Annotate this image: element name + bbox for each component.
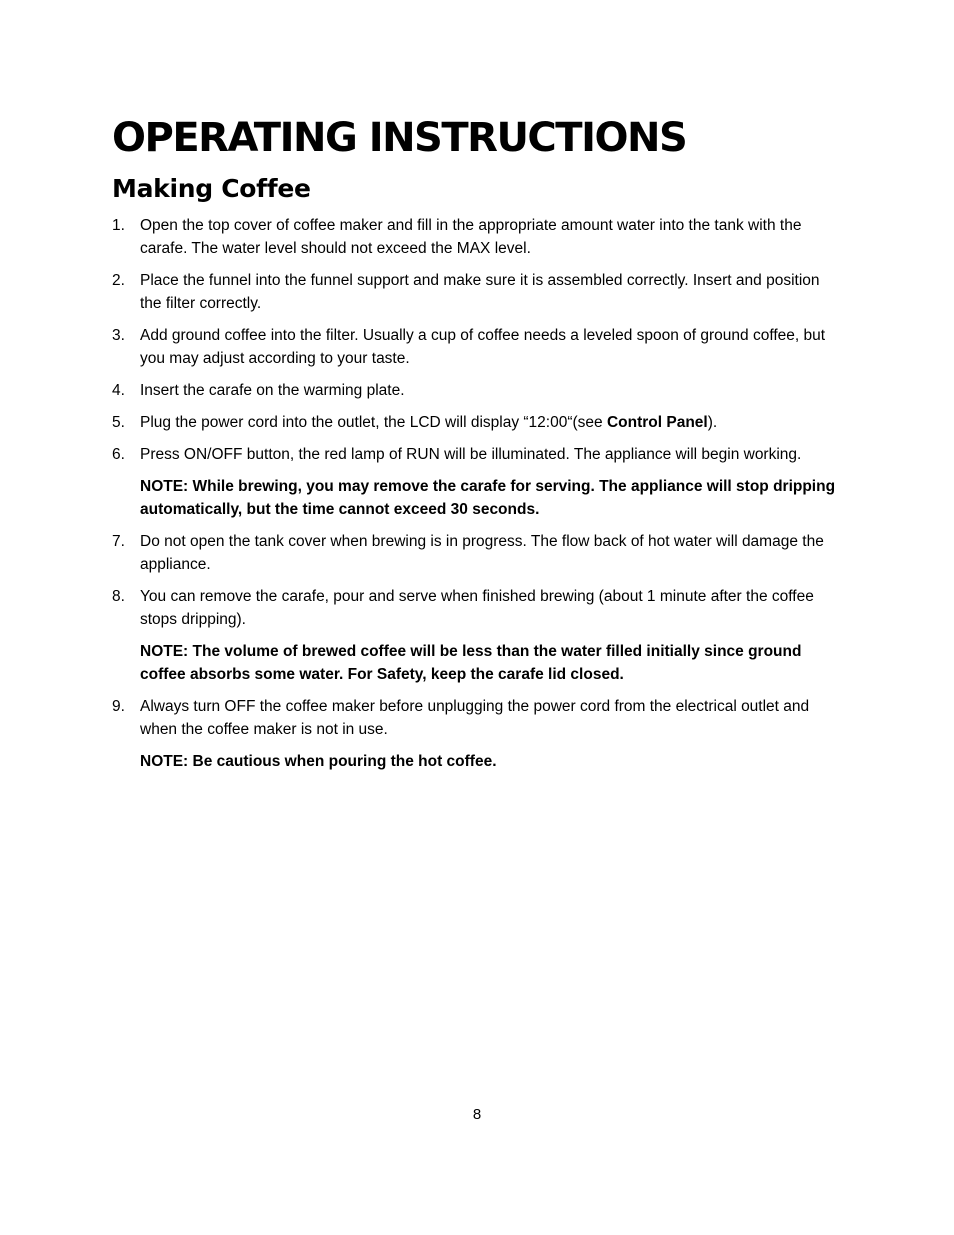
step-text-after: ). bbox=[707, 414, 718, 431]
instruction-step-3 bbox=[112, 324, 842, 370]
step-note: NOTE: The volume of brewed coffee will be less than the water filled initially since ground coffee absorbs some water. For Safety, keep the carafe lid closed. bbox=[140, 643, 802, 683]
step-number: 7. bbox=[112, 533, 125, 550]
step-note: NOTE: While brewing, you may remove the carafe for serving. The appliance will stop dripping automatically, but the time cannot exceed 30 seconds. bbox=[140, 478, 836, 518]
instruction-step-8 bbox=[112, 585, 842, 686]
step-number: 2. bbox=[112, 272, 125, 289]
instruction-step-4 bbox=[112, 379, 842, 402]
instruction-step-2 bbox=[112, 269, 842, 315]
page-title: OPERATING INSTRUCTIONS bbox=[112, 115, 687, 161]
step-number: 1. bbox=[112, 217, 125, 234]
control-panel-reference: Control Panel bbox=[606, 414, 708, 431]
step-number: 4. bbox=[112, 382, 125, 399]
page-number: 8 bbox=[472, 1106, 482, 1123]
step-number: 8. bbox=[112, 588, 125, 605]
instruction-step-6 bbox=[112, 443, 842, 521]
section-title: Making Coffee bbox=[112, 174, 311, 203]
step-text: Place the funnel into the funnel support and make sure it is assembled correctly. Insert and position the filter correctly. bbox=[140, 272, 820, 312]
step-text: Do not open the tank cover when brewing is in progress. The flow back of hot water will damage the appliance. bbox=[140, 533, 824, 573]
step-note: NOTE: Be cautious when pouring the hot coffee. bbox=[140, 753, 497, 770]
step-text: Press ON/OFF button, the red lamp of RUN will be illuminated. The appliance will begin working. bbox=[140, 446, 802, 463]
step-text: Insert the carafe on the warming plate. bbox=[140, 382, 405, 399]
step-number: 3. bbox=[112, 327, 125, 344]
instruction-step-5 bbox=[112, 411, 842, 434]
instruction-step-1 bbox=[112, 214, 842, 260]
step-text bbox=[140, 411, 842, 434]
step-number: 9. bbox=[112, 698, 125, 715]
step-text: Open the top cover of coffee maker and fill in the appropriate amount water into the tank with the carafe. The water level should not exceed the MAX level. bbox=[140, 217, 802, 257]
step-number: 6. bbox=[112, 446, 125, 463]
step-number: 5. bbox=[112, 414, 125, 431]
step-text: Add ground coffee into the filter. Usually a cup of coffee needs a leveled spoon of ground coffee, but you may adjust according to your taste. bbox=[140, 327, 826, 367]
instruction-step-9 bbox=[112, 695, 842, 773]
instruction-step-7 bbox=[112, 530, 842, 576]
step-text: Always turn OFF the coffee maker before unplugging the power cord from the electrical outlet and when the coffee maker is not in use. bbox=[140, 698, 810, 738]
step-text: You can remove the carafe, pour and serve when finished brewing (about 1 minute after the coffee stops dripping). bbox=[140, 588, 814, 628]
instruction-list bbox=[112, 214, 842, 782]
step-text-before: Plug the power cord into the outlet, the LCD will display “12:00“(see bbox=[140, 414, 607, 431]
